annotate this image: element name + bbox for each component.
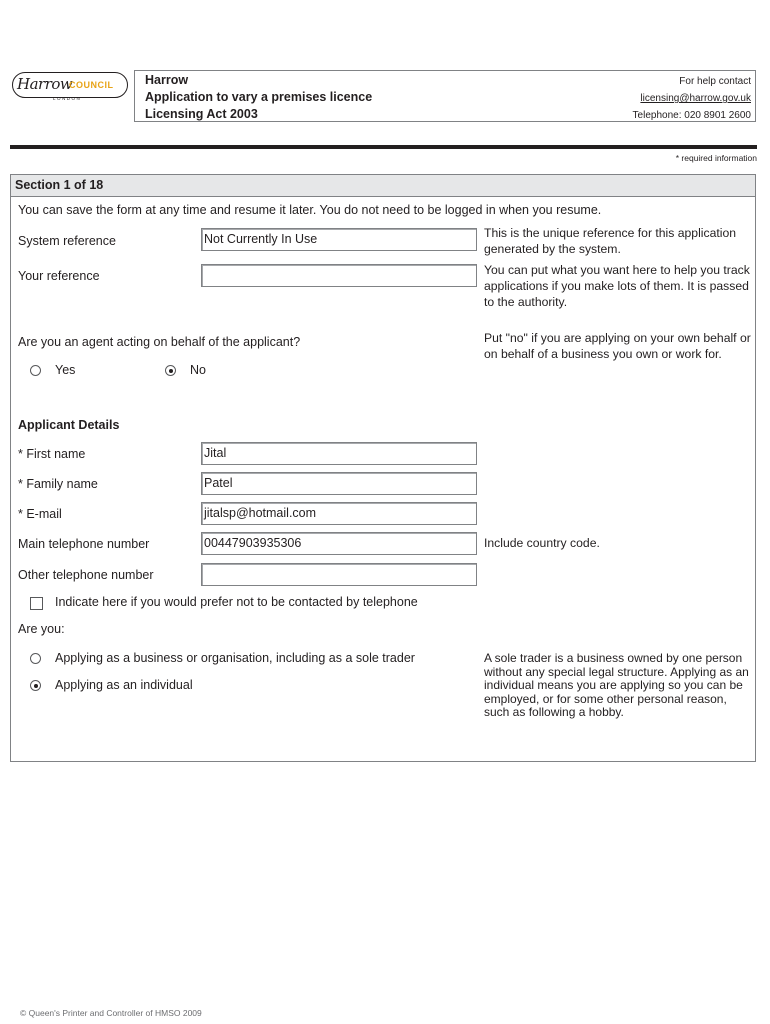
no-phone-contact-checkbox[interactable] <box>30 597 43 610</box>
required-note: * required information <box>675 153 757 163</box>
email-label: * E-mail <box>18 507 62 521</box>
act-name: Licensing Act 2003 <box>145 107 258 121</box>
first-name-field[interactable]: Jital <box>201 442 477 465</box>
main-phone-field[interactable]: 00447903935306 <box>201 532 477 555</box>
help-email-link[interactable]: licensing@harrow.gov.uk <box>640 93 751 104</box>
agent-question-help: Put "no" if you are applying on your own behalf or on behalf of a business you own or work for. <box>484 331 751 361</box>
agent-no-radio[interactable] <box>165 365 176 376</box>
help-label: For help contact <box>679 76 751 87</box>
help-phone: Telephone: 020 8901 2600 <box>632 110 751 121</box>
individual-option-label: Applying as an individual <box>55 678 193 692</box>
business-radio[interactable] <box>30 653 41 664</box>
logo-script-text: Harrow <box>17 75 73 93</box>
agent-yes-radio[interactable] <box>30 365 41 376</box>
first-name-label: * First name <box>18 447 86 461</box>
email-field[interactable]: jitalsp@hotmail.com <box>201 502 477 525</box>
no-phone-contact-label: Indicate here if you would prefer not to be contacted by telephone <box>55 595 418 609</box>
main-phone-label: Main telephone number <box>18 537 150 551</box>
section-title: Section 1 of 18 <box>11 175 755 197</box>
family-name-field[interactable]: Patel <box>201 472 477 495</box>
section-intro: You can save the form at any time and resume it later. You do not need to be logged in when you resume. <box>18 203 602 217</box>
your-reference-help: You can put what you want here to help you track applications if you make lots of them. It is passed to the authority. <box>484 263 750 309</box>
system-reference-field[interactable]: Not Currently In Use <box>201 228 477 251</box>
logo-london-text: LONDON <box>53 96 82 101</box>
agent-yes-label: Yes <box>55 363 76 377</box>
sole-trader-help: A sole trader is a business owned by one person without any special legal structure. Applying as an individual means you are applying so you can be employed, or for some other personal reason, such as following a hobby. <box>484 651 749 719</box>
applicant-details-heading: Applicant Details <box>18 418 120 432</box>
form-title: Application to vary a premises licence <box>145 90 373 104</box>
header-box <box>134 70 756 122</box>
copyright-footer: © Queen's Printer and Controller of HMSO 2009 <box>20 1008 202 1018</box>
form-header <box>10 70 756 122</box>
section-1 <box>10 174 756 762</box>
council-name: Harrow <box>145 73 189 87</box>
individual-radio[interactable] <box>30 680 41 691</box>
harrow-council-logo <box>10 70 134 122</box>
business-option-label: Applying as a business or organisation, including as a sole trader <box>55 651 415 665</box>
header-divider <box>10 145 757 149</box>
header-title-block <box>145 72 372 123</box>
agent-question-label: Are you an agent acting on behalf of the applicant? <box>18 335 301 349</box>
your-reference-label: Your reference <box>18 269 100 283</box>
main-phone-help: Include country code. <box>484 536 600 550</box>
are-you-label: Are you: <box>18 622 65 636</box>
help-contact <box>633 73 751 124</box>
logo-council-text: COUNCIL <box>69 80 114 90</box>
system-reference-help: This is the unique reference for this application generated by the system. <box>484 226 737 256</box>
family-name-label: * Family name <box>18 477 98 491</box>
other-phone-label: Other telephone number <box>18 568 154 582</box>
system-reference-label: System reference <box>18 234 116 248</box>
other-phone-field[interactable] <box>201 563 477 586</box>
agent-no-label: No <box>190 363 206 377</box>
your-reference-field[interactable] <box>201 264 477 287</box>
